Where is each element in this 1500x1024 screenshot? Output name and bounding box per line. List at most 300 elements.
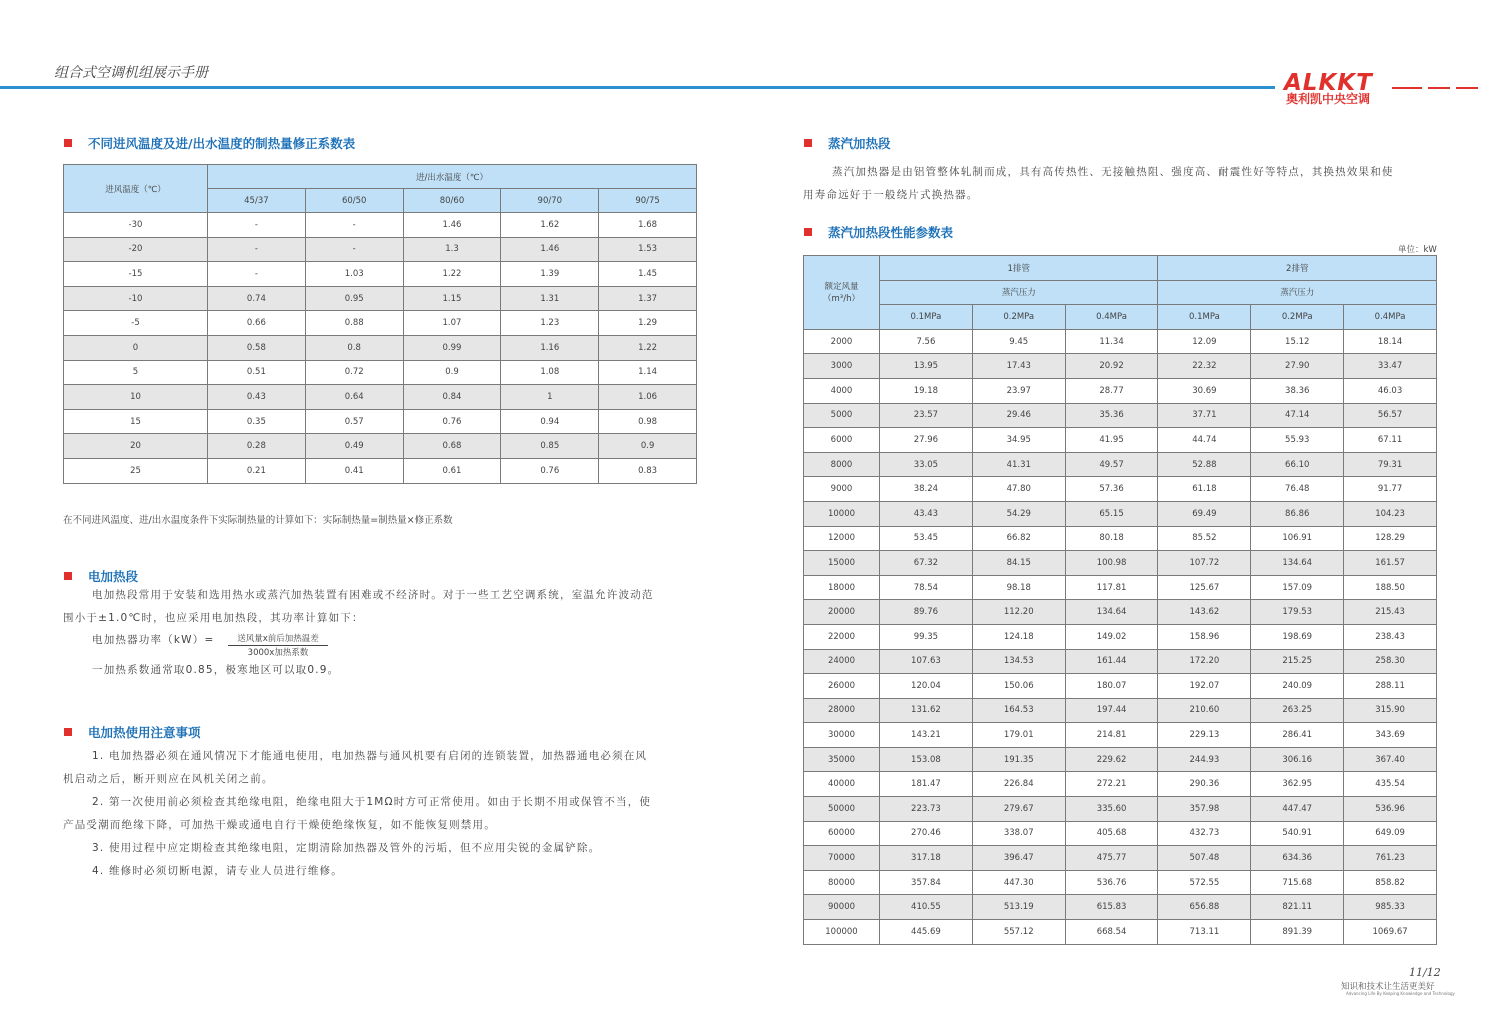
table-cell: 357.84 — [880, 870, 973, 895]
table-cell: 0.58 — [208, 335, 306, 360]
caution-line: 3. 使用过程中应定期检查其绝缘电阻，定期清除加热器及管外的污垢，但不应用尖锐的金属铲除。 — [92, 842, 601, 854]
table-row — [64, 237, 697, 262]
row-header-line: 额定风量 — [824, 282, 859, 293]
table-cell: 0.74 — [208, 286, 306, 311]
logo-dash — [1428, 87, 1450, 89]
row-header-cell: 进风温度（℃） — [64, 165, 208, 213]
table-cell: 0.68 — [403, 434, 501, 459]
row-label-cell: 8000 — [804, 452, 880, 477]
table-cell: 47.80 — [972, 477, 1065, 502]
table-row — [804, 428, 1437, 453]
table-cell: 41.31 — [972, 452, 1065, 477]
table-cell: 149.02 — [1065, 624, 1158, 649]
table-cell: 128.29 — [1344, 526, 1437, 551]
table-cell: 513.19 — [972, 895, 1065, 920]
table-cell: 41.95 — [1065, 428, 1158, 453]
row-label-cell: 24000 — [804, 649, 880, 674]
table-cell: 112.20 — [972, 600, 1065, 625]
table-cell: 1 — [501, 385, 599, 410]
table-cell: 0.43 — [208, 385, 306, 410]
table-cell: 157.09 — [1251, 575, 1344, 600]
table-cell: 197.44 — [1065, 698, 1158, 723]
table-cell: 290.36 — [1158, 772, 1251, 797]
table-cell: 19.18 — [880, 378, 973, 403]
formula-numerator: 送风量x前后加热温差 — [228, 632, 328, 646]
table-cell: 343.69 — [1344, 723, 1437, 748]
table-cell: 0.57 — [305, 409, 403, 434]
table-cell: 435.54 — [1344, 772, 1437, 797]
table-row — [804, 452, 1437, 477]
table-cell: 7.56 — [880, 329, 973, 354]
table-cell: 1.22 — [403, 262, 501, 287]
table-cell: 1.62 — [501, 213, 599, 238]
table-cell: 656.88 — [1158, 895, 1251, 920]
row-label-cell: 90000 — [804, 895, 880, 920]
table-row — [804, 772, 1437, 797]
table-cell: 17.43 — [972, 354, 1065, 379]
table-cell: 150.06 — [972, 674, 1065, 699]
table-cell: 9.45 — [972, 329, 1065, 354]
table-cell: - — [208, 262, 306, 287]
column-header: 0.1MPa — [880, 305, 973, 330]
table-cell: 1.39 — [501, 262, 599, 287]
table-cell: 107.63 — [880, 649, 973, 674]
table-cell: 668.54 — [1065, 920, 1158, 945]
row-label-cell: -15 — [64, 262, 208, 287]
table-cell: 0.88 — [305, 311, 403, 336]
table-cell: 761.23 — [1344, 846, 1437, 871]
logo-dash — [1392, 87, 1422, 89]
footer-slogan: 知识和技术让生活更美好 — [1341, 982, 1435, 992]
row-label-cell: 40000 — [804, 772, 880, 797]
page-number: 11/12 — [1409, 966, 1441, 979]
table-note: 在不同进风温度、进/出水温度条件下实际制热量的计算如下：实际制热量=制热量×修正系数 — [63, 515, 453, 526]
row-label-cell: 60000 — [804, 821, 880, 846]
table-cell: 1.03 — [305, 262, 403, 287]
table-cell: 335.60 — [1065, 797, 1158, 822]
section-heading-text: 电加热段 — [88, 569, 139, 584]
table-cell: 0.41 — [305, 458, 403, 483]
table-cell: 34.95 — [972, 428, 1065, 453]
correction-table-body — [64, 213, 697, 484]
steam-table-body — [804, 329, 1437, 944]
bullet-square-icon — [804, 139, 812, 147]
table-cell: 23.57 — [880, 403, 973, 428]
table-cell: 69.49 — [1158, 501, 1251, 526]
table-cell: 33.47 — [1344, 354, 1437, 379]
row-label-cell: 12000 — [804, 526, 880, 551]
footer-slogan-english: Advancing Life By Keeping Knowledge and Technology — [1346, 991, 1455, 996]
table-cell: 891.39 — [1251, 920, 1344, 945]
table-cell: 0.76 — [403, 409, 501, 434]
table-cell: 713.11 — [1158, 920, 1251, 945]
table-row — [804, 821, 1437, 846]
table-cell: 98.18 — [972, 575, 1065, 600]
table-cell: 1.22 — [599, 335, 697, 360]
table-cell: 0.51 — [208, 360, 306, 385]
table-cell: 55.93 — [1251, 428, 1344, 453]
column-header: 0.4MPa — [1344, 305, 1437, 330]
table-cell: 0.76 — [501, 458, 599, 483]
table-cell: 20.92 — [1065, 354, 1158, 379]
row-label-cell: 80000 — [804, 870, 880, 895]
row-label-cell: 9000 — [804, 477, 880, 502]
table-cell: 91.77 — [1344, 477, 1437, 502]
table-cell: 164.53 — [972, 698, 1065, 723]
table-cell: 0.61 — [403, 458, 501, 483]
table-cell: 1.15 — [403, 286, 501, 311]
section-heading — [64, 723, 201, 741]
section-heading-text: 电加热使用注意事项 — [88, 725, 201, 740]
table-cell: 79.31 — [1344, 452, 1437, 477]
table-cell: 715.68 — [1251, 870, 1344, 895]
table-cell: 244.93 — [1158, 747, 1251, 772]
table-row — [804, 600, 1437, 625]
table-cell: 134.53 — [972, 649, 1065, 674]
table-cell: 0.49 — [305, 434, 403, 459]
table-cell: 1.46 — [403, 213, 501, 238]
row-label-cell: 3000 — [804, 354, 880, 379]
table-cell: 179.53 — [1251, 600, 1344, 625]
table-cell: 447.30 — [972, 870, 1065, 895]
table-row — [804, 501, 1437, 526]
column-header: 0.1MPa — [1158, 305, 1251, 330]
bullet-square-icon — [804, 228, 812, 236]
table-cell: 158.96 — [1158, 624, 1251, 649]
table-cell: 198.69 — [1251, 624, 1344, 649]
row-header-line: （m³/h） — [823, 294, 860, 305]
table-cell: 0.94 — [501, 409, 599, 434]
correction-factor-table — [63, 164, 697, 484]
column-header: 80/60 — [403, 189, 501, 213]
table-cell: 507.48 — [1158, 846, 1251, 871]
table-cell: 405.68 — [1065, 821, 1158, 846]
table-cell: 229.62 — [1065, 747, 1158, 772]
section-heading — [64, 567, 138, 585]
table-row — [64, 409, 697, 434]
document-title: 组合式空调机组展示手册 — [54, 65, 208, 81]
table-row — [804, 895, 1437, 920]
row-label-cell: -5 — [64, 311, 208, 336]
table-cell: 179.01 — [972, 723, 1065, 748]
table-row — [804, 747, 1437, 772]
row-label-cell: 28000 — [804, 698, 880, 723]
table-row — [804, 575, 1437, 600]
table-cell: 0.99 — [403, 335, 501, 360]
table-cell: 0.35 — [208, 409, 306, 434]
company-logo — [1280, 70, 1490, 110]
table-row — [804, 846, 1437, 871]
table-cell: 1.3 — [403, 237, 501, 262]
table-cell: 0.84 — [403, 385, 501, 410]
table-cell: 1.16 — [501, 335, 599, 360]
row-label-cell: 26000 — [804, 674, 880, 699]
table-cell: 1.31 — [501, 286, 599, 311]
table-cell: 124.18 — [972, 624, 1065, 649]
table-row — [64, 360, 697, 385]
table-row — [64, 311, 697, 336]
table-cell: 475.77 — [1065, 846, 1158, 871]
table-cell: 362.95 — [1251, 772, 1344, 797]
table-cell: 226.84 — [972, 772, 1065, 797]
table-cell: 634.36 — [1251, 846, 1344, 871]
section-heading-text: 蒸汽加热段性能参数表 — [828, 225, 954, 240]
row-label-cell: -10 — [64, 286, 208, 311]
table-row — [804, 698, 1437, 723]
table-cell: 161.57 — [1344, 551, 1437, 576]
row-label-cell: 0 — [64, 335, 208, 360]
table-row — [804, 624, 1437, 649]
table-row — [804, 674, 1437, 699]
table-cell: 47.14 — [1251, 403, 1344, 428]
bullet-square-icon — [64, 139, 72, 147]
table-cell: 27.96 — [880, 428, 973, 453]
table-cell: 13.95 — [880, 354, 973, 379]
group-header-cell: 2排管 — [1158, 256, 1437, 281]
table-cell: 447.47 — [1251, 797, 1344, 822]
row-label-cell: 20000 — [804, 600, 880, 625]
paragraph-line: 蒸汽加热器是由铝管整体轧制而成，具有高传热性、无接触热阻、强度高、耐震性好等特点，其换热效果和使 — [832, 166, 1394, 178]
table-cell: 76.48 — [1251, 477, 1344, 502]
table-cell: 80.18 — [1065, 526, 1158, 551]
table-cell: 28.77 — [1065, 378, 1158, 403]
table-cell: 263.25 — [1251, 698, 1344, 723]
row-label-cell: -20 — [64, 237, 208, 262]
row-label-cell: 5000 — [804, 403, 880, 428]
table-cell: 1.68 — [599, 213, 697, 238]
table-cell: 22.32 — [1158, 354, 1251, 379]
table-cell: 1.14 — [599, 360, 697, 385]
table-cell: 11.34 — [1065, 329, 1158, 354]
paragraph-line: 一加热系数通常取0.85，极寒地区可以取0.9。 — [92, 664, 340, 676]
table-cell: 33.05 — [880, 452, 973, 477]
table-cell: 445.69 — [880, 920, 973, 945]
table-row — [804, 920, 1437, 945]
table-cell: 288.11 — [1344, 674, 1437, 699]
table-cell: 306.16 — [1251, 747, 1344, 772]
section-heading — [804, 223, 953, 241]
bullet-square-icon — [64, 728, 72, 736]
table-cell: 49.57 — [1065, 452, 1158, 477]
table-cell: 44.74 — [1158, 428, 1251, 453]
table-row — [804, 403, 1437, 428]
table-cell: 120.04 — [880, 674, 973, 699]
table-row — [804, 329, 1437, 354]
subgroup-header-cell: 蒸汽压力 — [880, 280, 1158, 305]
column-header: 0.4MPa — [1065, 305, 1158, 330]
table-cell: 432.73 — [1158, 821, 1251, 846]
table-cell: 0.98 — [599, 409, 697, 434]
column-header: 0.2MPa — [1251, 305, 1344, 330]
row-label-cell: 15 — [64, 409, 208, 434]
row-label-cell: 2000 — [804, 329, 880, 354]
section-heading — [64, 134, 355, 152]
section-heading — [804, 134, 891, 152]
table-cell: 191.35 — [972, 747, 1065, 772]
group-header-cell: 1排管 — [880, 256, 1158, 281]
table-cell: 0.95 — [305, 286, 403, 311]
table-cell: 0.85 — [501, 434, 599, 459]
table-cell: 84.15 — [972, 551, 1065, 576]
paragraph-line: 围小于±1.0℃时，也应采用电加热段，其功率计算如下： — [63, 612, 364, 624]
table-cell: 240.09 — [1251, 674, 1344, 699]
table-cell: 180.07 — [1065, 674, 1158, 699]
table-cell: 143.62 — [1158, 600, 1251, 625]
table-cell: 38.24 — [880, 477, 973, 502]
table-cell: 104.23 — [1344, 501, 1437, 526]
table-cell: 215.43 — [1344, 600, 1437, 625]
table-cell: 238.43 — [1344, 624, 1437, 649]
table-cell: 1.29 — [599, 311, 697, 336]
table-cell: 0.64 — [305, 385, 403, 410]
table-row — [64, 286, 697, 311]
logo-dash — [1456, 87, 1478, 89]
table-cell: 210.60 — [1158, 698, 1251, 723]
row-label-cell: 20 — [64, 434, 208, 459]
table-cell: 0.66 — [208, 311, 306, 336]
table-cell: 649.09 — [1344, 821, 1437, 846]
table-cell: 66.10 — [1251, 452, 1344, 477]
table-cell: 536.96 — [1344, 797, 1437, 822]
table-cell: 1.53 — [599, 237, 697, 262]
table-cell: 100.98 — [1065, 551, 1158, 576]
table-cell: 1.46 — [501, 237, 599, 262]
row-label-cell: 70000 — [804, 846, 880, 871]
row-label-cell: 6000 — [804, 428, 880, 453]
group-header-cell: 进/出水温度（℃） — [208, 165, 697, 189]
table-cell: 572.55 — [1158, 870, 1251, 895]
table-row — [804, 870, 1437, 895]
table-row — [64, 335, 697, 360]
table-cell: 367.40 — [1344, 747, 1437, 772]
caution-line: 1. 电加热器必须在通风情况下才能通电使用，电加热器与通风机要有启闭的连锁装置，加热器通电必须在风 — [92, 750, 648, 762]
table-row — [64, 458, 697, 483]
table-cell: 131.62 — [880, 698, 973, 723]
row-label-cell: 10 — [64, 385, 208, 410]
table-row — [804, 551, 1437, 576]
table-cell: 1.07 — [403, 311, 501, 336]
table-cell: 215.25 — [1251, 649, 1344, 674]
table-cell: 153.08 — [880, 747, 973, 772]
unit-label: 单位：kW — [1398, 245, 1437, 255]
row-header-cell — [804, 256, 880, 330]
table-cell: 66.82 — [972, 526, 1065, 551]
table-cell: 172.20 — [1158, 649, 1251, 674]
table-row — [64, 434, 697, 459]
table-cell: - — [208, 237, 306, 262]
steam-performance-table — [803, 255, 1437, 945]
table-cell: 117.81 — [1065, 575, 1158, 600]
row-label-cell: 22000 — [804, 624, 880, 649]
table-cell: - — [305, 237, 403, 262]
column-header: 45/37 — [208, 189, 306, 213]
caution-line: 产品受潮而绝缘下降，可加热干燥或通电自行干燥使绝缘恢复，如不能恢复则禁用。 — [63, 819, 496, 831]
table-row — [804, 378, 1437, 403]
table-cell: 279.67 — [972, 797, 1065, 822]
header-divider — [0, 86, 1275, 89]
table-cell: 0.9 — [403, 360, 501, 385]
table-cell: 106.91 — [1251, 526, 1344, 551]
paragraph-line: 电加热段常用于安装和选用热水或蒸汽加热装置有困难或不经济时。对于一些工艺空调系统，室温允许波动范 — [92, 589, 654, 601]
column-header: 0.2MPa — [972, 305, 1065, 330]
table-row — [64, 213, 697, 238]
table-cell: 315.90 — [1344, 698, 1437, 723]
table-row — [804, 797, 1437, 822]
table-cell: 29.46 — [972, 403, 1065, 428]
row-label-cell: 100000 — [804, 920, 880, 945]
table-cell: 37.71 — [1158, 403, 1251, 428]
table-cell: 0.28 — [208, 434, 306, 459]
table-row — [804, 354, 1437, 379]
formula-fraction — [228, 632, 328, 658]
table-cell: 0.83 — [599, 458, 697, 483]
row-label-cell: 5 — [64, 360, 208, 385]
table-cell: 214.81 — [1065, 723, 1158, 748]
row-label-cell: 50000 — [804, 797, 880, 822]
column-header: 90/70 — [501, 189, 599, 213]
table-cell: 27.90 — [1251, 354, 1344, 379]
table-cell: 615.83 — [1065, 895, 1158, 920]
table-cell: 143.21 — [880, 723, 973, 748]
table-cell: 57.36 — [1065, 477, 1158, 502]
table-cell: - — [305, 213, 403, 238]
table-cell: 0.72 — [305, 360, 403, 385]
table-cell: 357.98 — [1158, 797, 1251, 822]
table-cell: 52.88 — [1158, 452, 1251, 477]
table-cell: 15.12 — [1251, 329, 1344, 354]
table-cell: 46.03 — [1344, 378, 1437, 403]
table-cell: 56.57 — [1344, 403, 1437, 428]
table-cell: 67.11 — [1344, 428, 1437, 453]
table-cell: 54.29 — [972, 501, 1065, 526]
table-cell: 536.76 — [1065, 870, 1158, 895]
row-label-cell: 15000 — [804, 551, 880, 576]
table-cell: 23.97 — [972, 378, 1065, 403]
table-cell: 1069.67 — [1344, 920, 1437, 945]
table-cell: 30.69 — [1158, 378, 1251, 403]
table-cell: 396.47 — [972, 846, 1065, 871]
table-cell: 67.32 — [880, 551, 973, 576]
table-cell: 1.45 — [599, 262, 697, 287]
formula-denominator: 3000x加热系数 — [247, 648, 309, 658]
table-cell: 89.76 — [880, 600, 973, 625]
table-cell: 38.36 — [1251, 378, 1344, 403]
formula-label: 电加热器功率（kW）= — [92, 634, 215, 646]
table-cell: 85.52 — [1158, 526, 1251, 551]
table-cell: 229.13 — [1158, 723, 1251, 748]
table-cell: 134.64 — [1251, 551, 1344, 576]
table-cell: 0.9 — [599, 434, 697, 459]
table-row — [804, 477, 1437, 502]
table-cell: 821.11 — [1251, 895, 1344, 920]
table-cell: 0.21 — [208, 458, 306, 483]
table-cell: 18.14 — [1344, 329, 1437, 354]
row-label-cell: 25 — [64, 458, 208, 483]
table-cell: 192.07 — [1158, 674, 1251, 699]
table-cell: 1.37 — [599, 286, 697, 311]
table-cell: 410.55 — [880, 895, 973, 920]
section-heading-text: 蒸汽加热段 — [828, 136, 891, 151]
table-cell: - — [208, 213, 306, 238]
table-cell: 0.8 — [305, 335, 403, 360]
table-row — [64, 262, 697, 287]
table-cell: 61.18 — [1158, 477, 1251, 502]
table-cell: 1.06 — [599, 385, 697, 410]
caution-line: 4. 维修时必须切断电源，请专业人员进行维修。 — [92, 865, 343, 877]
table-cell: 125.67 — [1158, 575, 1251, 600]
table-cell: 985.33 — [1344, 895, 1437, 920]
table-cell: 557.12 — [972, 920, 1065, 945]
